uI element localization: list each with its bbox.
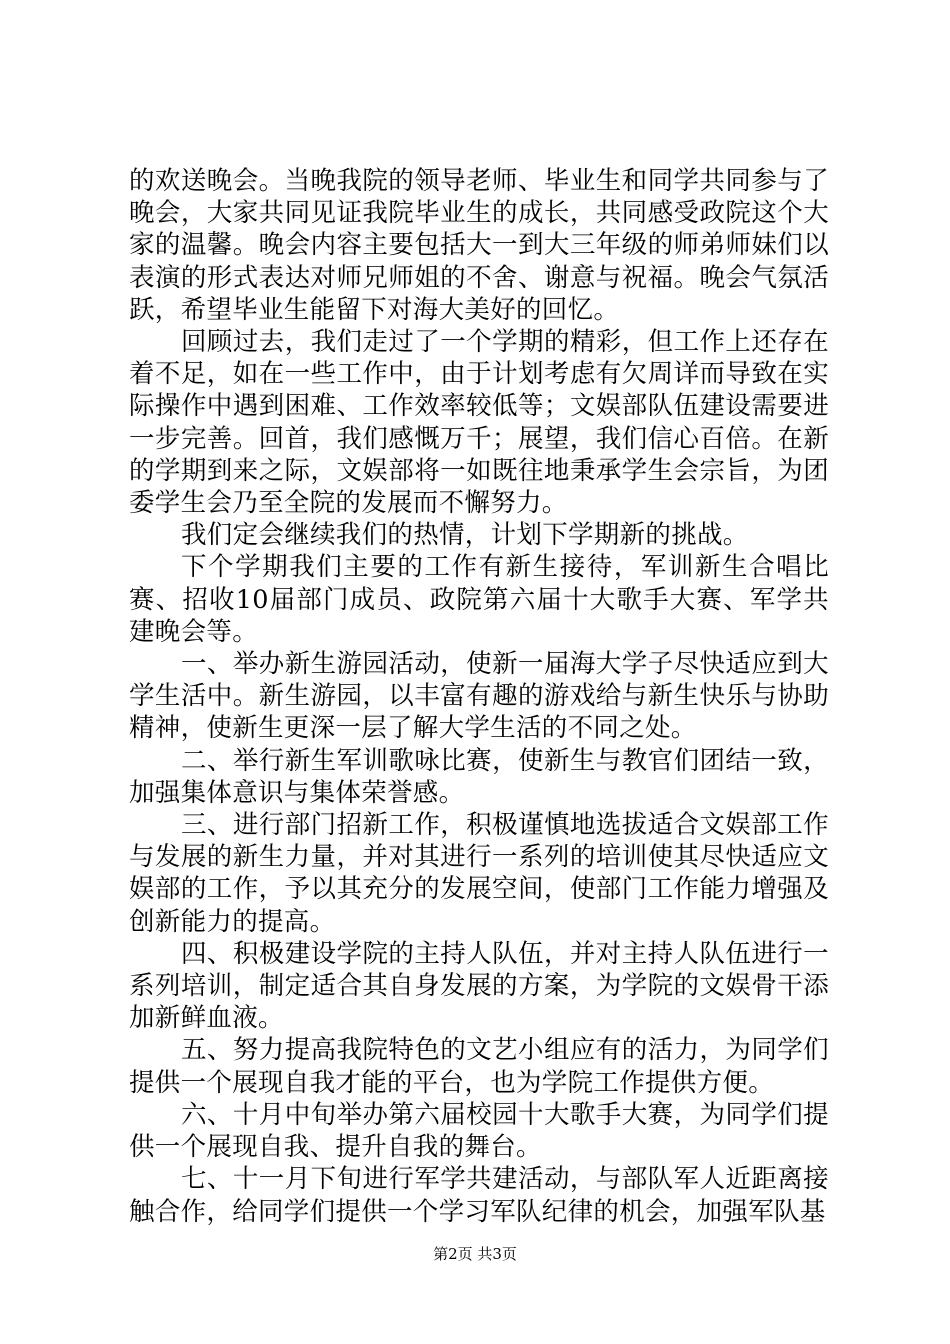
paragraph-10: 六、十月中旬举办第六届校园十大歌手大赛，为同学们提供一个展现自我、提升自我的舞台。 [129, 1099, 829, 1163]
paragraph-7: 三、进行部门招新工作，积极谨慎地选拔适合文娱部工作与发展的新生力量，并对其进行一系列的培训使其尽快适应文娱部的工作，予以其充分的发展空间，使部门工作能力增强及创新能力的提高。 [129, 810, 829, 937]
paragraph-4: 下个学期我们主要的工作有新生接待，军训新生合唱比赛、招收10届部门成员、政院第六届十大歌手大赛、军学共建晚会等。 [129, 552, 829, 647]
paragraph-3: 我们定会继续我们的热情，计划下学期新的挑战。 [181, 520, 749, 551]
paragraph-9: 五、努力提高我院特色的文艺小组应有的活力，为同学们提供一个展现自我才能的平台，也为学院工作提供方便。 [129, 1035, 829, 1098]
paragraph-11: 七、十一月下旬进行军学共建活动，与部队军人近距离接触合作，给同学们提供一个学习军队纪律的机会，加强军队基 [129, 1164, 829, 1227]
paragraph-1: 的欢送晚会。当晚我院的领导老师、毕业生和同学共同参与了晚会，大家共同见证我院毕业生的成长，共同感受政院这个大家的温馨。晚会内容主要包括大一到大三年级的师弟师妹们以表演的形式表达对师兄师姐的不舍、谢意与祝福。晚会气氛活跃，希望毕业生能留下对海大美好的回忆。 [129, 166, 829, 325]
paragraph-5: 一、举办新生游园活动，使新一届海大学子尽快适应到大学生活中。新生游园，以丰富有趣的游戏给与新生快乐与协助精神，使新生更深一层了解大学生活的不同之处。 [129, 649, 829, 744]
paragraph-6: 二、举行新生军训歌咏比赛，使新生与教官们团结一致，加强集体意识与集体荣誉感。 [129, 745, 829, 808]
paragraph-2: 回顾过去，我们走过了一个学期的精彩，但工作上还存在着不足，如在一些工作中，由于计划考虑有欠周详而导致在实际操作中遇到困难、工作效率较低等；文娱部队伍建设需要进一步完善。回首，我们感慨万千；展望，我们信心百倍。在新的学期到来之际，文娱部将一如既往地秉承学生会宗旨，为团委学生会乃至全院的发展而不懈努力。 [129, 327, 829, 519]
document-body [129, 165, 829, 1228]
page-footer: 第2页 共3页 [433, 1245, 517, 1263]
paragraph-8: 四、积极建设学院的主持人队伍，并对主持人队伍进行一系列培训，制定适合其自身发展的方案，为学院的文娱骨干添加新鲜血液。 [129, 938, 829, 1034]
